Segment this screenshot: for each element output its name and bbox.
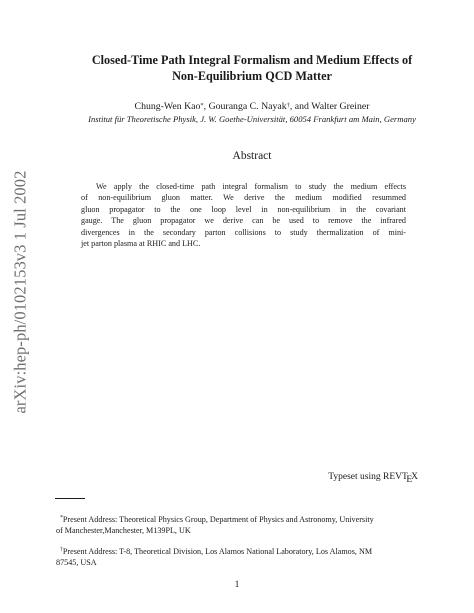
- author-separator: , and: [289, 101, 312, 112]
- footnote-line: 87545, USA: [56, 558, 97, 568]
- typeset-prefix: Typeset using REV: [328, 472, 402, 482]
- footnote-mark-dagger: †: [286, 102, 290, 109]
- footnote-los-alamos: [56, 546, 418, 569]
- author-separator: ,: [203, 101, 209, 112]
- abstract-body: [81, 181, 406, 250]
- arxiv-identifier: arXiv:hep-ph/0102153v3 1 Jul 2002: [10, 170, 29, 414]
- abstract-line: We apply the closed-time path integral formalism to study the medium effects: [96, 182, 406, 191]
- abstract-line: divergences in the secondary parton collisions to study thermalization of mini-: [81, 227, 406, 237]
- abstract-line: of non-equilibrium gluon matter. We derive the medium modified resummed: [81, 193, 406, 203]
- title-line-1: Closed-Time Path Integral Formalism and Medium Effects of: [91, 53, 413, 67]
- footnote-text: Present Address: T-8, Theoretical Division, Los Alamos National Laboratory, Los Alamos, NM: [62, 547, 373, 556]
- paper-title: [40, 52, 464, 84]
- footnote-mark-star: *: [60, 515, 63, 521]
- tex-logo: TEX: [402, 472, 418, 485]
- footnote-line: [56, 514, 418, 525]
- abstract-line: gauge. The gluon propagator we derive can be used to remove the infrared: [81, 216, 406, 226]
- author-kao: Chung-Wen Kao: [134, 101, 201, 112]
- typeset-note: [300, 471, 418, 483]
- abstract-line: jet parton plasma at RHIC and LHC.: [81, 239, 201, 249]
- footnote-mark-dagger: †: [60, 547, 63, 553]
- abstract-line: gluon propagator to the one loop level in non-equilibrium in the covariant: [81, 204, 406, 214]
- footnote-line: of Manchester,Manchester, M139PL, UK: [56, 526, 191, 536]
- abstract-heading: Abstract: [232, 150, 272, 162]
- footnote-rule: [55, 498, 85, 499]
- author-greiner: Walter Greiner: [311, 101, 370, 112]
- footnote-line: [56, 546, 418, 557]
- footnote-manchester: [56, 514, 418, 537]
- footnote-mark-star: *: [200, 102, 204, 109]
- arxiv-sidebar: [6, 162, 34, 422]
- affiliation: Institut für Theoretische Physik, J. W. Goethe-Universität, 60054 Frankfurt am Main, Germany: [88, 114, 416, 124]
- page-number: 1: [234, 580, 240, 590]
- author-list: [40, 101, 464, 113]
- footnote-text: Present Address: Theoretical Physics Group, Department of Physics and Astronomy, University: [62, 515, 374, 524]
- author-nayak: Gouranga C. Nayak: [208, 101, 287, 112]
- title-line-2: Non-Equilibrium QCD Matter: [172, 69, 332, 83]
